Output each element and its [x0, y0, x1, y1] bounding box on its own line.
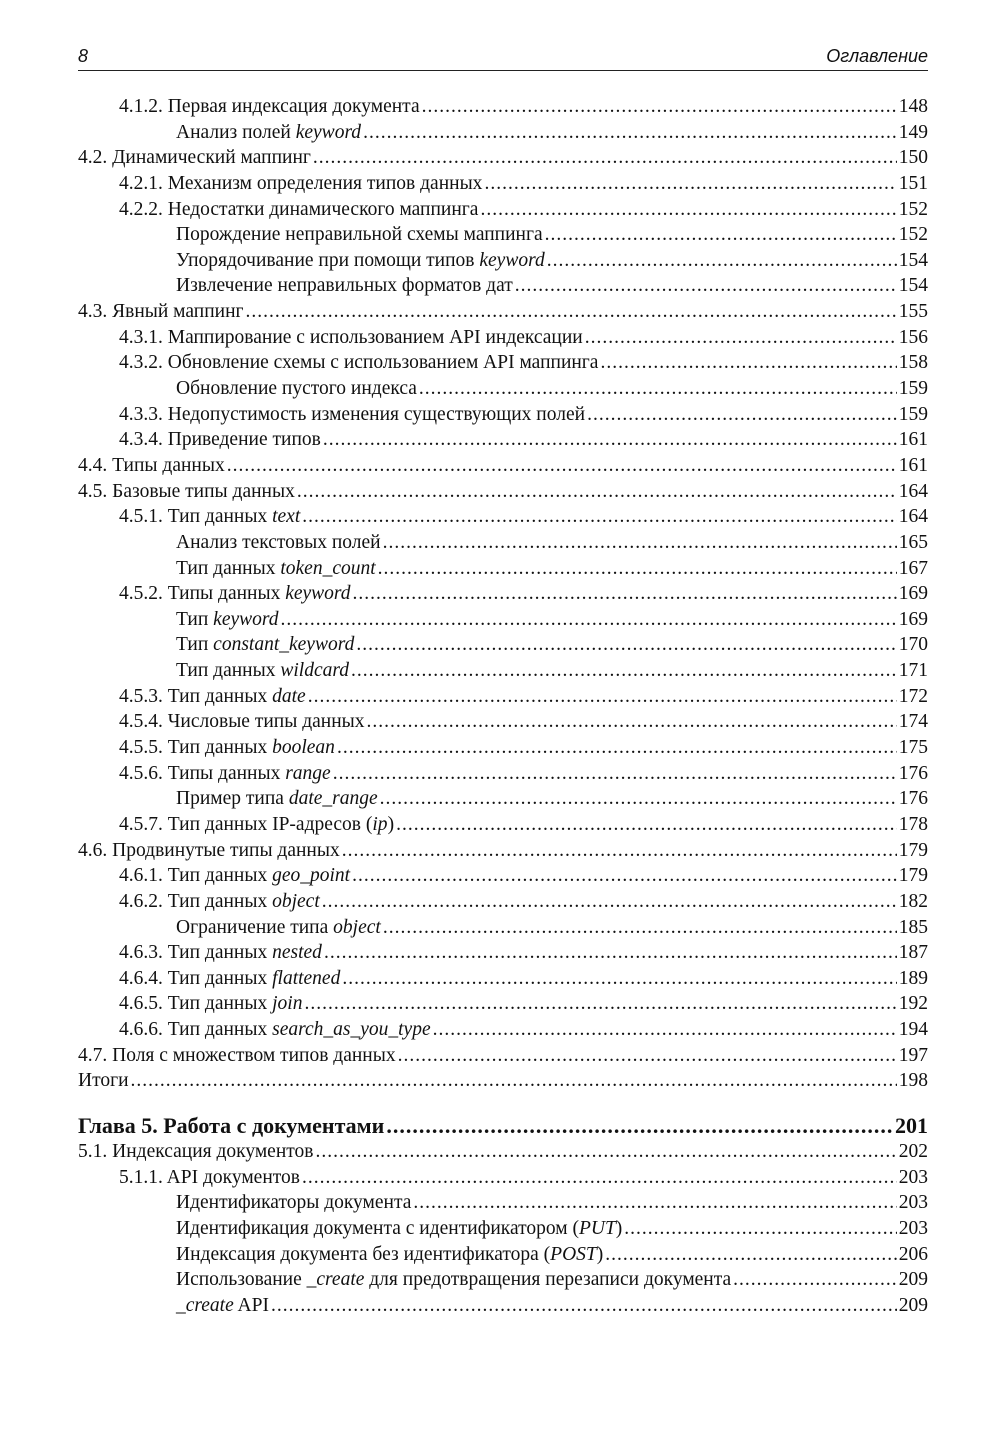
toc-page-number: 154 — [898, 249, 928, 271]
toc-entry-text: 4.6.6. Тип данных — [119, 1019, 273, 1041]
toc-entry — [78, 1165, 928, 1191]
toc-entry-term: keyword — [479, 249, 545, 271]
toc-entry — [78, 171, 928, 197]
toc-entry-title — [176, 222, 545, 248]
toc-page-number: 161 — [898, 454, 928, 476]
toc-entry-term: constant_keyword — [213, 634, 355, 656]
toc-entry-term: keyword — [295, 121, 362, 143]
toc-page-number: 203 — [898, 1192, 928, 1214]
toc-entry — [78, 863, 928, 889]
toc-entry-term: _create — [306, 1269, 365, 1291]
toc-entry — [78, 709, 928, 735]
toc-entry-text: Тип данных — [176, 660, 281, 682]
toc-entry — [78, 222, 928, 248]
toc-entry-text: для предотвращения перезаписи документа — [364, 1269, 732, 1291]
toc-entry — [78, 248, 928, 274]
toc-entry-text: Обновление пустого индекса — [176, 378, 417, 400]
toc-page-number: 169 — [898, 608, 928, 630]
toc-entry-term: flattened — [272, 967, 341, 989]
toc-entry-text: 4.3.3. Недопустимость изменения существующих полей — [119, 403, 586, 425]
dot-leader — [304, 991, 896, 1017]
toc-entry — [78, 376, 928, 402]
dot-leader — [363, 120, 897, 146]
toc-entry-title — [119, 940, 324, 966]
toc-entry-title — [176, 1190, 413, 1216]
toc-entry — [78, 1068, 928, 1094]
toc-entry-title — [119, 94, 422, 120]
toc-entry-text: 4.2.2. Недостатки динамического маппинга — [119, 198, 479, 220]
toc-page-number: 164 — [898, 480, 928, 502]
toc-page-number: 185 — [898, 916, 928, 938]
toc-entry-title — [176, 658, 351, 684]
toc-entry-title — [176, 607, 281, 633]
toc-entry-term: POST — [550, 1243, 597, 1265]
toc-entry-title — [78, 479, 297, 505]
toc-entry-text: Глава 5. Работа с документами — [78, 1112, 385, 1138]
toc-page-number: 203 — [898, 1217, 928, 1239]
toc-entry-term: object — [333, 916, 381, 938]
dot-leader — [324, 940, 897, 966]
toc-page-number: 150 — [898, 147, 928, 169]
dot-leader — [624, 1216, 896, 1242]
toc-page-number: 148 — [898, 96, 928, 117]
page-number: 8 — [78, 46, 89, 66]
toc-entry-title — [78, 453, 227, 479]
toc-entry — [78, 299, 928, 325]
dot-leader — [131, 1068, 897, 1094]
toc-entry — [78, 991, 928, 1017]
dot-leader — [585, 325, 897, 351]
toc-entry — [78, 453, 928, 479]
dot-leader — [313, 145, 897, 171]
toc-entry-text: 4.5.6. Типы данных — [119, 762, 286, 784]
dot-leader — [386, 1112, 893, 1139]
toc-entry-text: Индексация документа без идентификатора ( — [176, 1243, 551, 1265]
dot-leader — [605, 1242, 897, 1268]
toc-entry-title — [119, 684, 308, 710]
toc-entry-title — [176, 1242, 605, 1268]
toc-entry — [78, 581, 928, 607]
toc-entry-term: boolean — [272, 737, 335, 759]
toc-page-number: 161 — [898, 429, 928, 451]
toc-entry-title — [176, 1216, 624, 1242]
toc-page-number: 209 — [898, 1294, 928, 1316]
toc-page-number: 171 — [898, 660, 928, 682]
toc-entry-title — [119, 504, 302, 530]
toc-entry-text: ) — [615, 1217, 623, 1239]
toc-entry-title — [176, 273, 515, 299]
dot-leader — [380, 786, 897, 812]
dot-leader — [322, 889, 897, 915]
toc-entry-text: 4.6. Продвинутые типы данных — [78, 839, 340, 861]
toc-entry-text: Извлечение неправильных форматов дат — [176, 275, 513, 297]
toc-page-number: 152 — [898, 224, 928, 246]
dot-leader — [396, 812, 897, 838]
toc-entry-text: Пример типа — [176, 788, 289, 810]
toc-entry-text: Упорядочивание при помощи типов — [176, 249, 480, 271]
toc-entry-term: keyword — [285, 583, 351, 605]
dot-leader — [422, 94, 897, 120]
toc-page-number: 152 — [898, 198, 928, 220]
toc-entry-title — [176, 786, 380, 812]
toc-entry — [78, 1017, 928, 1043]
toc-page-number: 182 — [898, 890, 928, 912]
toc-entry-title — [78, 1139, 316, 1165]
toc-entry-text: Итоги — [78, 1070, 129, 1092]
toc-entry-term: token_count — [280, 557, 376, 579]
toc-page-number: 179 — [898, 839, 928, 861]
toc-entry-title — [119, 325, 585, 351]
toc-entry — [78, 427, 928, 453]
toc-entry-title — [176, 915, 383, 941]
toc-entry-term: ip — [372, 813, 388, 835]
toc-entry-title — [78, 1043, 398, 1069]
toc-entry — [78, 940, 928, 966]
toc-entry-title — [119, 1017, 433, 1043]
toc-page-number: 209 — [898, 1269, 928, 1291]
page-header — [78, 44, 928, 71]
toc-entry-text: 4.2. Динамический маппинг — [78, 147, 311, 169]
toc-entry-text: Анализ полей — [176, 121, 296, 143]
dot-leader — [281, 607, 897, 633]
toc-entry-text: 4.6.3. Тип данных — [119, 942, 273, 964]
dot-leader — [302, 1165, 897, 1191]
toc-entry — [78, 735, 928, 761]
toc-entry — [78, 658, 928, 684]
toc-entry-title — [78, 299, 246, 325]
dot-leader — [545, 222, 897, 248]
toc-entry — [78, 1242, 928, 1268]
toc-entry-text: 4.3.2. Обновление схемы с использованием API маппинга — [119, 352, 599, 374]
toc-entry — [78, 530, 928, 556]
table-of-contents — [78, 94, 928, 1318]
toc-entry-title — [176, 632, 356, 658]
dot-leader — [227, 453, 897, 479]
toc-entry — [78, 632, 928, 658]
toc-entry-text: 4.5. Базовые типы данных — [78, 480, 295, 502]
toc-entry — [78, 1139, 928, 1165]
toc-page-number: 187 — [898, 942, 928, 964]
toc-entry-term: join — [272, 993, 303, 1015]
toc-entry — [78, 325, 928, 351]
toc-entry-text: Идентификаторы документа — [176, 1192, 412, 1214]
toc-entry-text: 4.3.4. Приведение типов — [119, 429, 321, 451]
toc-entry-text: Использование — [176, 1269, 307, 1291]
dot-leader — [484, 171, 896, 197]
toc-entry-title — [119, 350, 600, 376]
toc-page-number: 192 — [898, 993, 928, 1015]
toc-entry — [78, 145, 928, 171]
toc-entry-title — [176, 530, 383, 556]
dot-leader — [342, 966, 896, 992]
dot-leader — [297, 479, 897, 505]
toc-entry — [78, 504, 928, 530]
dot-leader — [398, 1043, 897, 1069]
toc-entry-text: 4.6.4. Тип данных — [119, 967, 273, 989]
toc-entry-text: ) — [387, 813, 395, 835]
toc-entry-title — [119, 171, 484, 197]
toc-page-number: 175 — [898, 737, 928, 759]
toc-entry-title — [119, 812, 396, 838]
toc-entry-text: 4.6.1. Тип данных — [119, 865, 273, 887]
toc-entry-title — [119, 427, 323, 453]
toc-page-number: 179 — [898, 865, 928, 887]
toc-entry-text: 4.7. Поля с множеством типов данных — [78, 1044, 396, 1066]
toc-entry — [78, 1267, 928, 1293]
toc-entry-text: 4.2.1. Механизм определения типов данных — [119, 172, 483, 194]
toc-entry-title — [78, 145, 313, 171]
dot-leader — [600, 350, 896, 376]
toc-entry — [78, 273, 928, 299]
toc-entry-title — [176, 120, 363, 146]
dot-leader — [356, 632, 896, 658]
dot-leader — [383, 915, 897, 941]
toc-entry-title — [119, 966, 342, 992]
toc-entry-text: 4.1.2. Первая индексация документа — [119, 96, 420, 117]
toc-page-number: 201 — [895, 1112, 928, 1138]
dot-leader — [378, 556, 897, 582]
toc-entry-term: keyword — [213, 608, 279, 630]
toc-entry — [78, 838, 928, 864]
toc-page-number: 176 — [898, 762, 928, 784]
toc-page-number: 178 — [898, 813, 928, 835]
toc-entry — [78, 350, 928, 376]
toc-entry-term: date_range — [288, 788, 378, 810]
toc-entry-title — [119, 402, 587, 428]
running-title: Оглавление — [826, 46, 928, 66]
toc-entry — [78, 1043, 928, 1069]
dot-leader — [333, 761, 897, 787]
toc-page-number: 202 — [898, 1140, 928, 1162]
toc-entry-term: text — [272, 506, 301, 528]
toc-entry-term: date — [272, 685, 306, 707]
dot-leader — [515, 273, 897, 299]
toc-entry-title — [119, 735, 337, 761]
toc-entry-term: nested — [272, 942, 322, 964]
dot-leader — [367, 709, 897, 735]
dot-leader — [308, 684, 897, 710]
toc-entry — [78, 1190, 928, 1216]
toc-entry-text: Ограничение типа — [176, 916, 334, 938]
toc-page-number: 198 — [898, 1070, 928, 1092]
toc-entry-term: object — [272, 890, 320, 912]
toc-page-number: 159 — [898, 403, 928, 425]
toc-entry — [78, 479, 928, 505]
toc-page-number: 194 — [898, 1019, 928, 1041]
toc-entry-title — [119, 863, 352, 889]
toc-page-number: 156 — [898, 326, 928, 348]
toc-entry-text: 4.3.1. Маппирование с использованием API индексации — [119, 326, 583, 348]
toc-page-number: 174 — [898, 711, 928, 733]
toc-page-number: 189 — [898, 967, 928, 989]
toc-page-number: 203 — [898, 1166, 928, 1188]
toc-entry-title — [119, 761, 333, 787]
dot-leader — [433, 1017, 897, 1043]
toc-entry-text: 4.5.1. Тип данных — [119, 506, 273, 528]
toc-entry — [78, 94, 928, 120]
toc-entry — [78, 786, 928, 812]
dot-leader — [246, 299, 897, 325]
toc-entry-term: wildcard — [280, 660, 349, 682]
dot-leader — [547, 248, 897, 274]
dot-leader — [351, 658, 897, 684]
toc-entry-text: ) — [596, 1243, 604, 1265]
toc-page-number: 167 — [898, 557, 928, 579]
toc-entry-term: _create — [176, 1294, 234, 1316]
toc-entry — [78, 761, 928, 787]
dot-leader — [323, 427, 897, 453]
toc-entry-title — [78, 1068, 131, 1094]
toc-page-number: 154 — [898, 275, 928, 297]
toc-entry-text: 4.5.3. Тип данных — [119, 685, 273, 707]
toc-entry-text: Идентификация документа с идентификатором ( — [176, 1217, 579, 1239]
toc-page-number: 170 — [898, 634, 928, 656]
toc-page-number: 159 — [898, 378, 928, 400]
toc-entry-title — [176, 1267, 733, 1293]
toc-entry-term: range — [285, 762, 331, 784]
toc-entry-text: 4.5.2. Типы данных — [119, 583, 286, 605]
toc-page-number: 155 — [898, 301, 928, 323]
toc-page-number: 149 — [898, 121, 928, 143]
toc-entry — [78, 889, 928, 915]
toc-entry — [78, 684, 928, 710]
dot-leader — [480, 197, 896, 223]
toc-entry-text: 4.5.7. Тип данных IP-адресов ( — [119, 813, 373, 835]
toc-entry-term: PUT — [578, 1217, 616, 1239]
toc-entry-term: geo_point — [272, 865, 351, 887]
chapter-entry — [78, 1112, 928, 1139]
dot-leader — [383, 530, 897, 556]
dot-leader — [419, 376, 897, 402]
dot-leader — [271, 1293, 897, 1319]
toc-entry — [78, 120, 928, 146]
toc-entry-text: 4.6.2. Тип данных — [119, 890, 273, 912]
toc-entry — [78, 197, 928, 223]
toc-page-number: 158 — [898, 352, 928, 374]
dot-leader — [302, 504, 896, 530]
toc-entry — [78, 402, 928, 428]
toc-entry-title — [176, 248, 547, 274]
toc-entry — [78, 1216, 928, 1242]
toc-entry-text: Порождение неправильной схемы маппинга — [176, 224, 543, 246]
toc-page-number: 206 — [898, 1243, 928, 1265]
toc-entry — [78, 607, 928, 633]
toc-page-number: 176 — [898, 788, 928, 810]
toc-entry-title — [78, 1112, 386, 1139]
toc-entry — [78, 812, 928, 838]
toc-entry-title — [176, 1293, 271, 1319]
toc-entry-title — [176, 376, 419, 402]
toc-page-number: 151 — [898, 172, 928, 194]
toc-page-number: 164 — [898, 506, 928, 528]
toc-entry-title — [119, 991, 304, 1017]
toc-entry-text: 4.5.4. Числовые типы данных — [119, 711, 365, 733]
toc-entry — [78, 915, 928, 941]
toc-entry-text: API — [233, 1294, 269, 1316]
toc-entry-text: Анализ текстовых полей — [176, 531, 381, 553]
toc-entry-text: 4.6.5. Тип данных — [119, 993, 273, 1015]
dot-leader — [587, 402, 897, 428]
dot-leader — [316, 1139, 897, 1165]
toc-entry-title — [119, 889, 322, 915]
toc-entry — [78, 556, 928, 582]
dot-leader — [413, 1190, 896, 1216]
toc-entry-text: 4.4. Типы данных — [78, 454, 225, 476]
dot-leader — [733, 1267, 897, 1293]
toc-entry — [78, 1293, 928, 1319]
dot-leader — [337, 735, 897, 761]
toc-page-number: 165 — [898, 531, 928, 553]
toc-entry-title — [119, 197, 480, 223]
toc-page-number: 169 — [898, 583, 928, 605]
toc-entry-title — [176, 556, 378, 582]
toc-entry-text: Тип — [176, 608, 214, 630]
toc-entry-text: Тип — [176, 634, 214, 656]
toc-entry-text: 5.1.1. API документов — [119, 1166, 300, 1188]
toc-entry-term: search_as_you_type — [272, 1019, 431, 1041]
toc-entry-text: 5.1. Индексация документов — [78, 1140, 314, 1162]
toc-entry-title — [119, 1165, 302, 1191]
dot-leader — [353, 581, 897, 607]
toc-entry — [78, 966, 928, 992]
toc-entry-text: 4.5.5. Тип данных — [119, 737, 273, 759]
dot-leader — [342, 838, 897, 864]
toc-page-number: 197 — [898, 1044, 928, 1066]
toc-entry-title — [119, 581, 353, 607]
toc-entry-text: 4.3. Явный маппинг — [78, 301, 244, 323]
toc-entry-title — [78, 838, 342, 864]
toc-entry-text: Тип данных — [176, 557, 281, 579]
toc-page-number: 172 — [898, 685, 928, 707]
toc-entry-title — [119, 709, 367, 735]
dot-leader — [352, 863, 897, 889]
